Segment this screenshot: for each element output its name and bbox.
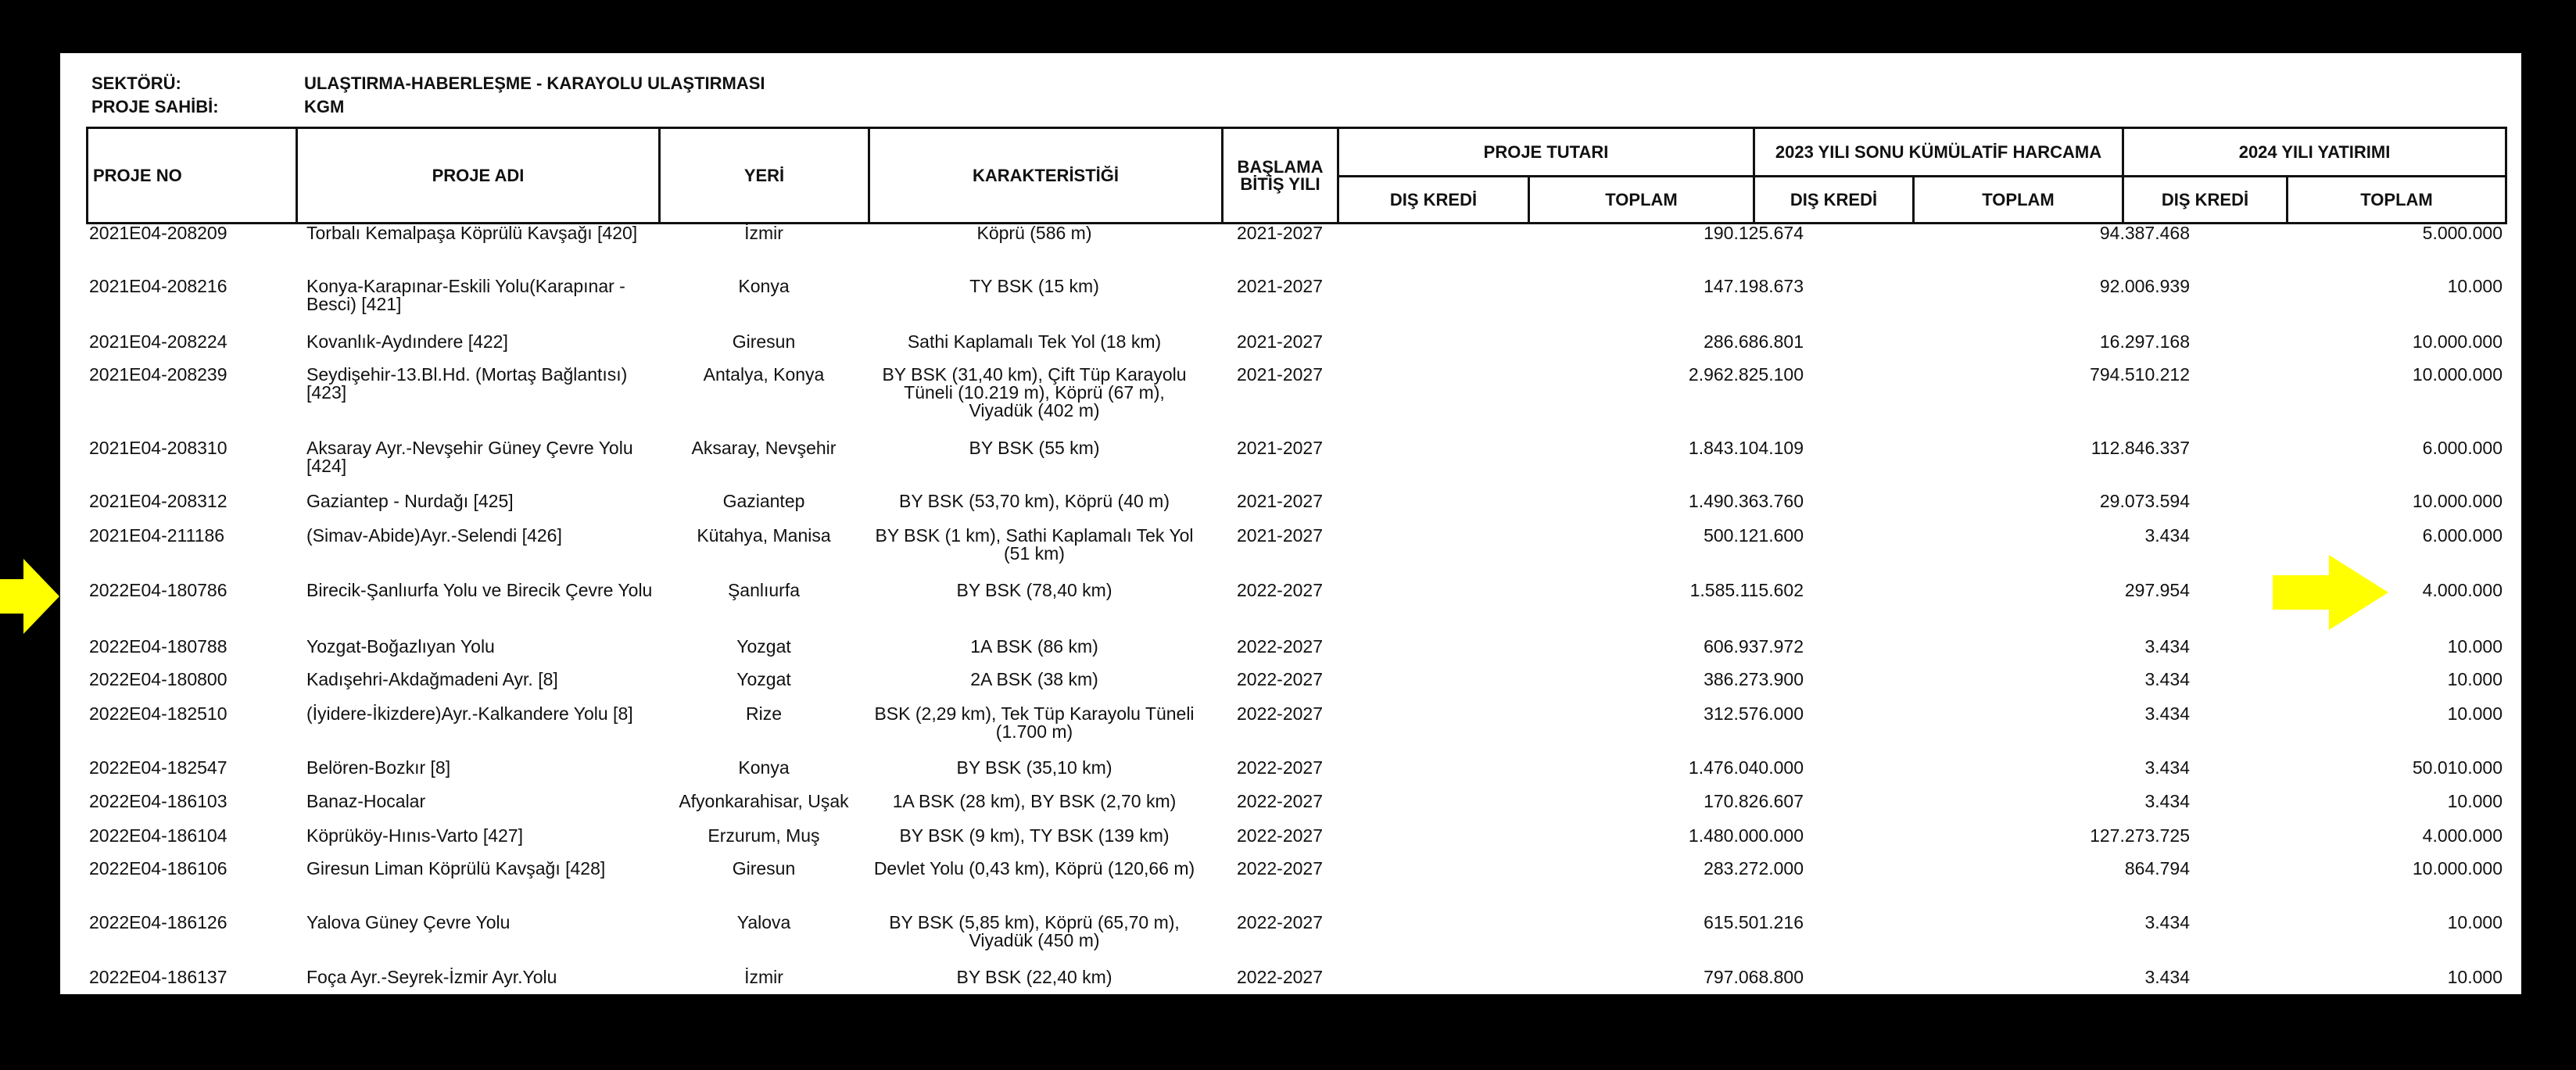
cell-proje-tutari-toplam: 1.490.363.760 bbox=[1688, 491, 1804, 511]
cell-kumulatif-toplam: 3.434 bbox=[2144, 525, 2190, 546]
left-arrow-shape bbox=[0, 559, 59, 634]
header-dis-kredi-2: DIŞ KREDİ bbox=[1754, 177, 1914, 224]
cell-proje-adi: Kovanlık-Aydındere [422] bbox=[306, 331, 508, 352]
cell-yatirim-toplam: 10.000 bbox=[2447, 791, 2503, 811]
table-body bbox=[60, 53, 2521, 994]
owner-label: PROJE SAHİBİ: bbox=[91, 97, 219, 116]
header-proje-adi: PROJE ADI bbox=[297, 128, 660, 224]
cell-kumulatif-toplam: 794.510.212 bbox=[2090, 364, 2190, 385]
cell-proje-adi: (İyidere-İkizdere)Ayr.-Kalkandere Yolu [8] bbox=[306, 703, 633, 724]
cell-yatirim-toplam: 10.000.000 bbox=[2412, 858, 2503, 879]
cell-yatirim-toplam: 10.000.000 bbox=[2412, 364, 2503, 385]
cell-yeri: Afyonkarahisar, Uşak bbox=[679, 791, 849, 811]
cell-proje-adi: Banaz-Hocalar bbox=[306, 791, 426, 811]
cell-yil: 2022-2027 bbox=[1237, 967, 1323, 987]
header-proje-no: PROJE NO bbox=[88, 128, 297, 224]
cell-karakteristik: 2A BSK (38 km) bbox=[970, 669, 1098, 689]
cell-proje-tutari-toplam: 1.480.000.000 bbox=[1688, 825, 1804, 846]
cell-yeri: Yalova bbox=[736, 912, 791, 932]
cell-kumulatif-toplam: 92.006.939 bbox=[2099, 276, 2190, 296]
cell-proje-tutari-toplam: 1.843.104.109 bbox=[1688, 438, 1804, 458]
cell-yeri: İzmir bbox=[744, 967, 783, 987]
cell-proje-no: 2021E04-208312 bbox=[89, 491, 228, 511]
cell-proje-tutari-toplam: 2.962.825.100 bbox=[1688, 364, 1804, 385]
cell-karakteristik: Sathi Kaplamalı Tek Yol (18 km) bbox=[907, 331, 1162, 352]
cell-karakteristik: TY BSK (15 km) bbox=[969, 276, 1099, 296]
cell-yil: 2021-2027 bbox=[1237, 491, 1323, 511]
cell-yil: 2021-2027 bbox=[1237, 331, 1323, 352]
cell-yil: 2022-2027 bbox=[1237, 791, 1323, 811]
cell-proje-adi: Seydişehir-13.Bl.Hd. (Mortaş Bağlantısı) [423] bbox=[306, 364, 628, 403]
cell-kumulatif-toplam: 297.954 bbox=[2124, 580, 2190, 600]
cell-proje-tutari-toplam: 190.125.674 bbox=[1704, 223, 1804, 243]
cell-proje-no: 2021E04-208239 bbox=[89, 364, 228, 385]
cell-kumulatif-toplam: 16.297.168 bbox=[2099, 331, 2190, 352]
cell-karakteristik: Devlet Yolu (0,43 km), Köprü (120,66 m) bbox=[873, 858, 1195, 879]
cell-kumulatif-toplam: 3.434 bbox=[2144, 669, 2190, 689]
cell-yeri: Giresun bbox=[732, 331, 796, 352]
document-page bbox=[60, 53, 2521, 994]
cell-proje-tutari-toplam: 283.272.000 bbox=[1704, 858, 1804, 879]
cell-yatirim-toplam: 6.000.000 bbox=[2422, 525, 2503, 546]
cell-karakteristik: BY BSK (55 km) bbox=[969, 438, 1100, 458]
cell-proje-tutari-toplam: 500.121.600 bbox=[1704, 525, 1804, 546]
header-toplam-2: TOPLAM bbox=[1914, 177, 2123, 224]
header-proje-tutari: PROJE TUTARI bbox=[1338, 128, 1754, 177]
cell-kumulatif-toplam: 3.434 bbox=[2144, 967, 2190, 987]
cell-kumulatif-toplam: 29.073.594 bbox=[2099, 491, 2190, 511]
cell-karakteristik: BY BSK (78,40 km) bbox=[956, 580, 1112, 600]
cell-yatirim-toplam: 4.000.000 bbox=[2422, 825, 2503, 846]
cell-yil: 2022-2027 bbox=[1237, 636, 1323, 657]
cell-proje-no: 2022E04-186103 bbox=[89, 791, 228, 811]
cell-yatirim-toplam: 10.000 bbox=[2447, 703, 2503, 724]
cell-proje-no: 2021E04-208310 bbox=[89, 438, 228, 458]
cell-kumulatif-toplam: 3.434 bbox=[2144, 791, 2190, 811]
cell-proje-no: 2021E04-211186 bbox=[89, 525, 225, 546]
cell-proje-tutari-toplam: 1.585.115.602 bbox=[1689, 580, 1804, 600]
cell-karakteristik: Köprü (586 m) bbox=[976, 223, 1092, 243]
header-toplam-1: TOPLAM bbox=[1529, 177, 1754, 224]
cell-yeri: Konya bbox=[738, 276, 790, 296]
cell-proje-adi: Konya-Karapınar-Eskili Yolu(Karapınar -Besci) [421] bbox=[306, 276, 625, 314]
header-kumulatif-harcama: 2023 YILI SONU KÜMÜLATİF HARCAMA bbox=[1754, 128, 2123, 177]
cell-proje-no: 2021E04-208209 bbox=[89, 223, 228, 243]
cell-proje-adi: Giresun Liman Köprülü Kavşağı [428] bbox=[306, 858, 606, 879]
cell-proje-tutari-toplam: 606.937.972 bbox=[1704, 636, 1804, 657]
cell-yatirim-toplam: 6.000.000 bbox=[2422, 438, 2503, 458]
cell-yatirim-toplam: 4.000.000 bbox=[2422, 580, 2503, 600]
cell-proje-adi: Yozgat-Boğazlıyan Yolu bbox=[306, 636, 495, 657]
cell-yil: 2021-2027 bbox=[1237, 525, 1323, 546]
cell-kumulatif-toplam: 3.434 bbox=[2144, 912, 2190, 932]
cell-kumulatif-toplam: 864.794 bbox=[2124, 858, 2190, 879]
cell-yatirim-toplam: 10.000 bbox=[2447, 669, 2503, 689]
cell-yeri: Gaziantep bbox=[722, 491, 805, 511]
cell-yatirim-toplam: 10.000.000 bbox=[2412, 331, 2503, 352]
header-karakteristigi: KARAKTERİSTİĞİ bbox=[869, 128, 1223, 224]
cell-proje-tutari-toplam: 170.826.607 bbox=[1704, 791, 1804, 811]
cell-proje-no: 2022E04-186104 bbox=[89, 825, 228, 846]
cell-kumulatif-toplam: 3.434 bbox=[2144, 703, 2190, 724]
cell-kumulatif-toplam: 94.387.468 bbox=[2099, 223, 2190, 243]
header-toplam-3: TOPLAM bbox=[2288, 177, 2506, 224]
cell-yatirim-toplam: 50.010.000 bbox=[2412, 757, 2503, 778]
header-baslama-bitis: BAŞLAMA BİTİŞ YILI bbox=[1223, 128, 1338, 224]
cell-proje-no: 2022E04-182510 bbox=[89, 703, 228, 724]
header-dis-kredi-1: DIŞ KREDİ bbox=[1338, 177, 1529, 224]
cell-proje-tutari-toplam: 312.576.000 bbox=[1704, 703, 1804, 724]
cell-karakteristik: BSK (2,29 km), Tek Tüp Karayolu Tüneli (1.700 m) bbox=[874, 703, 1195, 742]
cell-proje-no: 2021E04-208216 bbox=[89, 276, 228, 296]
cell-yil: 2021-2027 bbox=[1237, 223, 1323, 243]
owner-value: KGM bbox=[304, 97, 345, 116]
cell-proje-adi: (Simav-Abide)Ayr.-Selendi [426] bbox=[306, 525, 562, 546]
cell-karakteristik: BY BSK (53,70 km), Köprü (40 m) bbox=[899, 491, 1170, 511]
cell-proje-tutari-toplam: 386.273.900 bbox=[1704, 669, 1804, 689]
cell-yatirim-toplam: 10.000 bbox=[2447, 276, 2503, 296]
cell-yeri: Giresun bbox=[732, 858, 796, 879]
cell-yil: 2021-2027 bbox=[1237, 438, 1323, 458]
cell-yeri: Antalya, Konya bbox=[703, 364, 825, 385]
cell-proje-adi: Belören-Bozkır [8] bbox=[306, 757, 451, 778]
header-dis-kredi-3: DIŞ KREDİ bbox=[2123, 177, 2288, 224]
cell-proje-adi: Yalova Güney Çevre Yolu bbox=[306, 912, 511, 932]
cell-yeri: Konya bbox=[738, 757, 790, 778]
cell-proje-tutari-toplam: 615.501.216 bbox=[1704, 912, 1804, 932]
right-arrow-shape bbox=[2273, 555, 2388, 630]
cell-proje-no: 2022E04-186137 bbox=[89, 967, 228, 987]
left-arrow-icon bbox=[0, 559, 59, 634]
cell-yeri: Aksaray, Nevşehir bbox=[691, 438, 837, 458]
cell-yil: 2022-2027 bbox=[1237, 858, 1323, 879]
cell-karakteristik: BY BSK (31,40 km), Çift Tüp Karayolu Tüneli (10.219 m), Köprü (67 m), Viyadük (402 m) bbox=[882, 364, 1187, 420]
cell-proje-adi: Foça Ayr.-Seyrek-İzmir Ayr.Yolu bbox=[306, 967, 557, 987]
cell-yatirim-toplam: 10.000 bbox=[2447, 912, 2503, 932]
cell-yil: 2021-2027 bbox=[1237, 276, 1323, 296]
cell-proje-no: 2021E04-208224 bbox=[89, 331, 228, 352]
cell-proje-tutari-toplam: 797.068.800 bbox=[1704, 967, 1804, 987]
cell-proje-no: 2022E04-186106 bbox=[89, 858, 228, 879]
cell-karakteristik: 1A BSK (28 km), BY BSK (2,70 km) bbox=[892, 791, 1177, 811]
header-yatirim: 2024 YILI YATIRIMI bbox=[2123, 128, 2506, 177]
cell-proje-tutari-toplam: 286.686.801 bbox=[1704, 331, 1804, 352]
cell-karakteristik: BY BSK (1 km), Sathi Kaplamalı Tek Yol (51 km) bbox=[875, 525, 1194, 564]
cell-yeri: Rize bbox=[745, 703, 782, 724]
cell-yil: 2022-2027 bbox=[1237, 825, 1323, 846]
cell-proje-no: 2022E04-186126 bbox=[89, 912, 228, 932]
cell-yatirim-toplam: 5.000.000 bbox=[2422, 223, 2503, 243]
cell-proje-adi: Aksaray Ayr.-Nevşehir Güney Çevre Yolu [424] bbox=[306, 438, 633, 476]
cell-proje-adi: Köprüköy-Hınıs-Varto [427] bbox=[306, 825, 523, 846]
cell-karakteristik: BY BSK (35,10 km) bbox=[956, 757, 1112, 778]
cell-yil: 2022-2027 bbox=[1237, 757, 1323, 778]
cell-kumulatif-toplam: 3.434 bbox=[2144, 636, 2190, 657]
cell-kumulatif-toplam: 127.273.725 bbox=[2090, 825, 2190, 846]
cell-yeri: Yozgat bbox=[736, 636, 791, 657]
cell-yeri: Yozgat bbox=[736, 669, 791, 689]
cell-yeri: İzmir bbox=[744, 223, 783, 243]
cell-kumulatif-toplam: 112.846.337 bbox=[2091, 438, 2190, 458]
header-yeri: YERİ bbox=[660, 128, 869, 224]
cell-proje-no: 2022E04-180786 bbox=[89, 580, 228, 600]
cell-karakteristik: 1A BSK (86 km) bbox=[970, 636, 1098, 657]
cell-proje-no: 2022E04-180800 bbox=[89, 669, 228, 689]
cell-kumulatif-toplam: 3.434 bbox=[2144, 757, 2190, 778]
cell-yil: 2022-2027 bbox=[1237, 669, 1323, 689]
sector-value: ULAŞTIRMA-HABERLEŞME - KARAYOLU ULAŞTIRMASI bbox=[304, 73, 765, 93]
right-arrow-icon bbox=[2273, 555, 2388, 630]
cell-yil: 2021-2027 bbox=[1237, 364, 1323, 385]
cell-karakteristik: BY BSK (22,40 km) bbox=[956, 967, 1112, 987]
cell-yatirim-toplam: 10.000.000 bbox=[2412, 491, 2503, 511]
cell-yeri: Şanlıurfa bbox=[727, 580, 801, 600]
cell-proje-no: 2022E04-182547 bbox=[89, 757, 228, 778]
cell-karakteristik: BY BSK (9 km), TY BSK (139 km) bbox=[899, 825, 1170, 846]
cell-yil: 2022-2027 bbox=[1237, 703, 1323, 724]
cell-yatirim-toplam: 10.000 bbox=[2447, 636, 2503, 657]
sector-label: SEKTÖRÜ: bbox=[91, 73, 181, 93]
cell-yeri: Erzurum, Muş bbox=[708, 825, 820, 846]
cell-yatirim-toplam: 10.000 bbox=[2447, 967, 2503, 987]
cell-yil: 2022-2027 bbox=[1237, 912, 1323, 932]
cell-yeri: Kütahya, Manisa bbox=[697, 525, 831, 546]
cell-proje-tutari-toplam: 147.198.673 bbox=[1704, 276, 1804, 296]
cell-proje-tutari-toplam: 1.476.040.000 bbox=[1688, 757, 1804, 778]
cell-proje-adi: Birecik-Şanlıurfa Yolu ve Birecik Çevre Yolu bbox=[306, 580, 653, 600]
cell-karakteristik: BY BSK (5,85 km), Köprü (65,70 m), Viyadük (450 m) bbox=[889, 912, 1180, 950]
cell-proje-no: 2022E04-180788 bbox=[89, 636, 228, 657]
cell-proje-adi: Torbalı Kemalpaşa Köprülü Kavşağı [420] bbox=[306, 223, 638, 243]
cell-proje-adi: Gaziantep - Nurdağı [425] bbox=[306, 491, 514, 511]
cell-proje-adi: Kadışehri-Akdağmadeni Ayr. [8] bbox=[306, 669, 558, 689]
cell-yil: 2022-2027 bbox=[1237, 580, 1323, 600]
